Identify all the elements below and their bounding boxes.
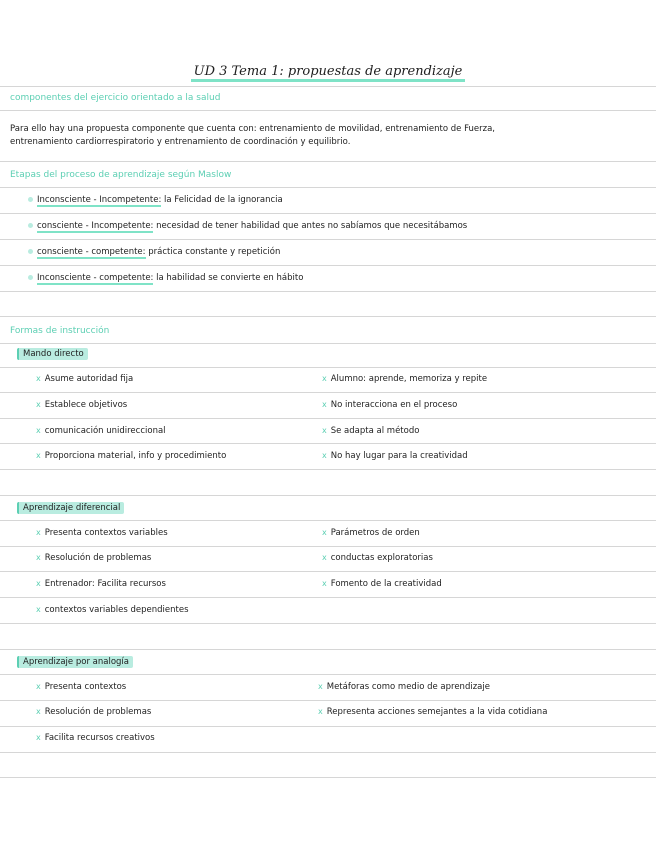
stage-item [28, 195, 283, 205]
stage-label: Inconsciente - competente: [37, 273, 154, 283]
tag-aprendizaje-analogia: Aprendizaje por analogía [17, 656, 133, 668]
stage-item [28, 247, 280, 257]
bullet-x-icon: x [322, 528, 327, 537]
bullet-x-icon: x [36, 733, 41, 742]
bullet-x-icon: x [36, 374, 41, 383]
bullet-x-icon: x [322, 426, 327, 435]
stage-label: consciente - Incompetente: [37, 221, 154, 231]
list-item: x No hay lugar para la creatividad [322, 451, 468, 461]
stage-text: la Felicidad de la ignorancia [161, 195, 283, 205]
list-item: x Alumno: aprende, memoriza y repite [322, 374, 488, 384]
bullet-x-icon: x [322, 374, 327, 383]
list-item: x Metáforas como medio de aprendizaje [318, 682, 490, 692]
bullet-x-icon: x [36, 528, 41, 537]
stage-text: práctica constante y repetición [145, 247, 281, 257]
page-title [0, 64, 656, 79]
stage-item [28, 221, 467, 231]
list-item: x Se adapta al método [322, 426, 420, 436]
bullet-x-icon: x [36, 682, 41, 691]
bullet-x-icon: x [318, 682, 323, 691]
bullet-dot-icon [28, 223, 33, 228]
bullet-x-icon: x [36, 400, 41, 409]
bullet-dot-icon [28, 249, 33, 254]
stage-text: necesidad de tener habilidad que antes no sabíamos que necesitábamos [153, 221, 468, 231]
components-line-1: Para ello hay una propuesta componente que cuenta con: entrenamiento de movilidad, entrenamiento de Fuerza, [10, 124, 496, 134]
list-item: x contextos variables dependientes [36, 605, 189, 615]
bullet-x-icon: x [322, 451, 327, 460]
bullet-x-icon: x [36, 553, 41, 562]
bullet-x-icon: x [322, 579, 327, 588]
list-item: x comunicación unidireccional [36, 426, 166, 436]
bullet-dot-icon [28, 275, 33, 280]
stages-heading: Etapas del proceso de aprendizaje según Maslow [10, 170, 232, 180]
list-item: x No interacciona en el proceso [322, 400, 458, 410]
list-item: x Establece objetivos [36, 400, 128, 410]
bullet-x-icon: x [36, 605, 41, 614]
list-item: x Presenta contextos [36, 682, 127, 692]
list-item: x Proporciona material, info y procedimiento [36, 451, 227, 461]
bullet-x-icon: x [36, 451, 41, 460]
list-item: x Facilita recursos creativos [36, 733, 155, 743]
list-item: x Resolución de problemas [36, 553, 152, 563]
stage-label: Inconsciente - Incompetente: [37, 195, 162, 205]
list-item: x Representa acciones semejantes a la vida cotidiana [318, 707, 548, 717]
bullet-x-icon: x [322, 553, 327, 562]
list-item: x Parámetros de orden [322, 528, 420, 538]
list-item: x Fomento de la creatividad [322, 579, 442, 589]
list-item: x Resolución de problemas [36, 707, 152, 717]
bullet-x-icon: x [318, 707, 323, 716]
page-title-text: UD 3 Tema 1: propuestas de aprendizaje [191, 64, 466, 82]
tag-aprendizaje-diferencial: Aprendizaje diferencial [17, 502, 124, 514]
bullet-dot-icon [28, 197, 33, 202]
bullet-x-icon: x [36, 707, 41, 716]
stage-label: consciente - competente: [37, 247, 146, 257]
forms-heading: Formas de instrucción [10, 326, 110, 336]
tag-mando-directo: Mando directo [17, 348, 88, 360]
bullet-x-icon: x [36, 426, 41, 435]
list-item: x Presenta contextos variables [36, 528, 168, 538]
list-item: x Entrenador: Facilita recursos [36, 579, 166, 589]
list-item: x Asume autoridad fija [36, 374, 134, 384]
components-line-2: entrenamiento cardiorrespiratorio y entrenamiento de coordinación y equilibrio. [10, 137, 351, 147]
stage-item [28, 273, 303, 283]
stage-text: la habilidad se convierte en hábito [153, 273, 304, 283]
list-item: x conductas exploratorias [322, 553, 433, 563]
components-heading: componentes del ejercicio orientado a la salud [10, 93, 221, 103]
bullet-x-icon: x [36, 579, 41, 588]
bullet-x-icon: x [322, 400, 327, 409]
